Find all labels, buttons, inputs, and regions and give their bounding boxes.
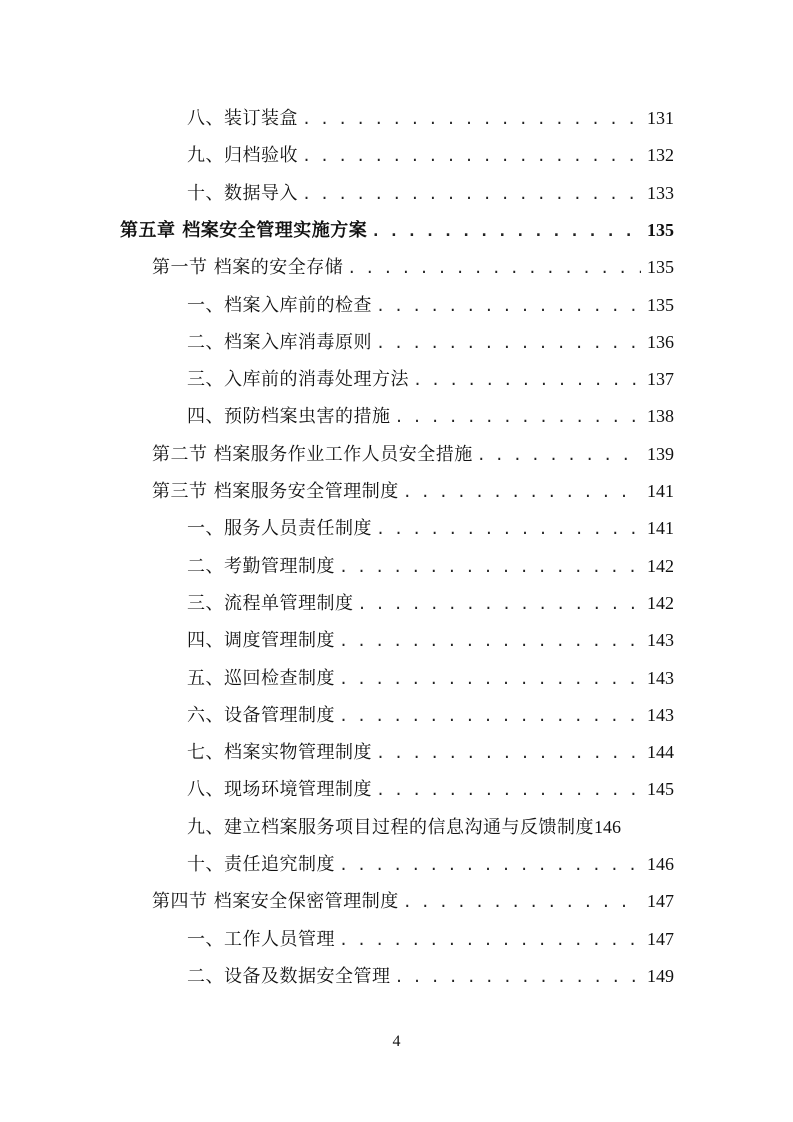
toc-entry-chapter[interactable]	[120, 212, 674, 249]
toc-dot-leader	[395, 959, 642, 996]
toc-entry-item[interactable]	[187, 622, 674, 659]
toc-dot-leader	[339, 922, 641, 959]
toc-dot-leader	[376, 511, 641, 548]
toc-entry-label: 二、考勤管理制度	[187, 555, 335, 577]
toc-entry-label: 第五章 档案安全管理实施方案	[120, 219, 368, 241]
toc-dot-leader	[302, 176, 641, 213]
toc-entry-label: 二、设备及数据安全管理	[187, 965, 391, 987]
toc-dot-leader	[376, 325, 641, 362]
toc-dot-leader	[477, 437, 641, 474]
toc-entry-label: 一、工作人员管理	[187, 928, 335, 950]
toc-dot-leader	[376, 288, 641, 325]
toc-entry-page: 141	[647, 518, 674, 539]
toc-entry-item[interactable]	[187, 398, 674, 435]
toc-entry-item[interactable]	[187, 548, 674, 585]
toc-entry-label: 一、档案入库前的检查	[187, 294, 372, 316]
toc-dot-leader	[413, 362, 641, 399]
toc-entry-page: 133	[647, 182, 674, 203]
toc-entry-label: 四、预防档案虫害的措施	[187, 406, 391, 428]
toc-dot-leader	[403, 884, 641, 921]
toc-entry-item[interactable]	[187, 287, 674, 324]
toc-dot-leader	[371, 213, 641, 250]
toc-entry-page: 136	[647, 331, 674, 352]
toc-entry-label: 十、责任追究制度	[187, 854, 335, 875]
toc-entry-page: 131	[647, 108, 674, 128]
toc-entry-page: 149	[647, 965, 674, 986]
toc-dot-leader	[339, 549, 641, 586]
toc-entry-label: 四、调度管理制度	[187, 630, 335, 652]
toc-entry-label: 第一节 档案的安全存储	[152, 257, 344, 279]
toc-entry-label: 二、档案入库消毒原则	[187, 331, 372, 353]
toc-entry-page: 138	[647, 406, 674, 427]
toc-entry-item[interactable]	[187, 100, 674, 137]
toc-dot-leader	[347, 250, 641, 287]
toc-entry-page: 139	[647, 443, 674, 464]
toc-entry-item[interactable]	[187, 361, 674, 398]
toc-entry-page: 135	[647, 294, 674, 315]
toc-entry-label: 七、档案实物管理制度	[187, 742, 372, 764]
toc-entry-page: 142	[647, 555, 674, 576]
toc-entry-page: 142	[647, 592, 674, 613]
toc-dot-leader	[339, 661, 641, 698]
toc-entry-item[interactable]	[187, 771, 674, 808]
toc-entry-item[interactable]	[187, 175, 674, 212]
toc-entry-item[interactable]	[187, 324, 674, 361]
toc-dot-leader	[302, 101, 641, 138]
toc-entry-page: 135	[647, 257, 674, 278]
toc-entry-page: 144	[647, 742, 674, 763]
toc-entry-label: 六、设备管理制度	[187, 704, 335, 726]
toc-entry-item[interactable]	[187, 697, 674, 734]
toc-dot-leader	[339, 847, 641, 884]
toc-entry-page: 147	[647, 891, 674, 912]
toc-entry-section[interactable]	[152, 473, 674, 510]
toc-entry-label: 八、现场环境管理制度	[187, 779, 372, 801]
toc-dot-leader	[339, 623, 641, 660]
toc-dot-leader	[395, 399, 642, 436]
toc-entry-item[interactable]	[187, 660, 674, 697]
toc-entry-page: 143	[647, 630, 674, 651]
toc-entry-item[interactable]	[187, 585, 674, 622]
toc-entry-page: 146	[594, 816, 621, 837]
toc-entry-label: 三、入库前的消毒处理方法	[187, 369, 409, 391]
toc-entry-item[interactable]	[187, 510, 674, 547]
toc-entry-page: 146	[647, 854, 674, 874]
toc-entry-label: 第二节 档案服务作业工作人员安全措施	[152, 443, 473, 465]
toc-entry-section[interactable]	[152, 249, 674, 286]
toc-entry-page: 143	[647, 667, 674, 688]
toc-dot-leader	[376, 772, 641, 809]
toc-entry-label: 一、服务人员责任制度	[187, 518, 372, 540]
toc-entry-item[interactable]	[187, 921, 674, 958]
toc-entry-page: 143	[647, 704, 674, 725]
toc-entry-page: 147	[647, 928, 674, 949]
toc-entry-label: 五、巡回检查制度	[187, 667, 335, 689]
toc-entry-page: 145	[647, 779, 674, 800]
toc-entry-label: 十、数据导入	[187, 182, 298, 204]
toc-entry-label: 三、流程单管理制度	[187, 592, 354, 614]
toc-entry-item[interactable]	[187, 846, 674, 883]
toc-entry-item[interactable]	[187, 734, 674, 771]
toc-entry-label: 九、建立档案服务项目过程的信息沟通与反馈制度	[187, 816, 594, 838]
toc-entry-page: 135	[647, 219, 674, 240]
toc-dot-leader	[339, 698, 641, 735]
toc-entry-page: 137	[647, 369, 674, 390]
toc-entry-section[interactable]	[152, 436, 674, 473]
toc-entry-section[interactable]	[152, 883, 674, 920]
toc-entry-item[interactable]	[187, 809, 674, 846]
toc-entry-item[interactable]	[187, 137, 674, 174]
toc-dot-leader	[358, 586, 642, 623]
toc-entry-page: 141	[647, 481, 674, 501]
toc-dot-leader	[403, 474, 641, 511]
toc-entry-page: 132	[647, 145, 674, 166]
toc-dot-leader	[302, 138, 641, 175]
toc-entry-item[interactable]	[187, 958, 674, 995]
toc-entry-label: 九、归档验收	[187, 145, 298, 167]
page-number: 4	[392, 1033, 401, 1050]
toc-entry-label: 第三节 档案服务安全管理制度	[152, 481, 399, 502]
toc-dot-leader	[376, 735, 641, 772]
toc-entry-label: 八、装订装盒	[187, 108, 298, 129]
toc-entry-label: 第四节 档案安全保密管理制度	[152, 891, 399, 913]
